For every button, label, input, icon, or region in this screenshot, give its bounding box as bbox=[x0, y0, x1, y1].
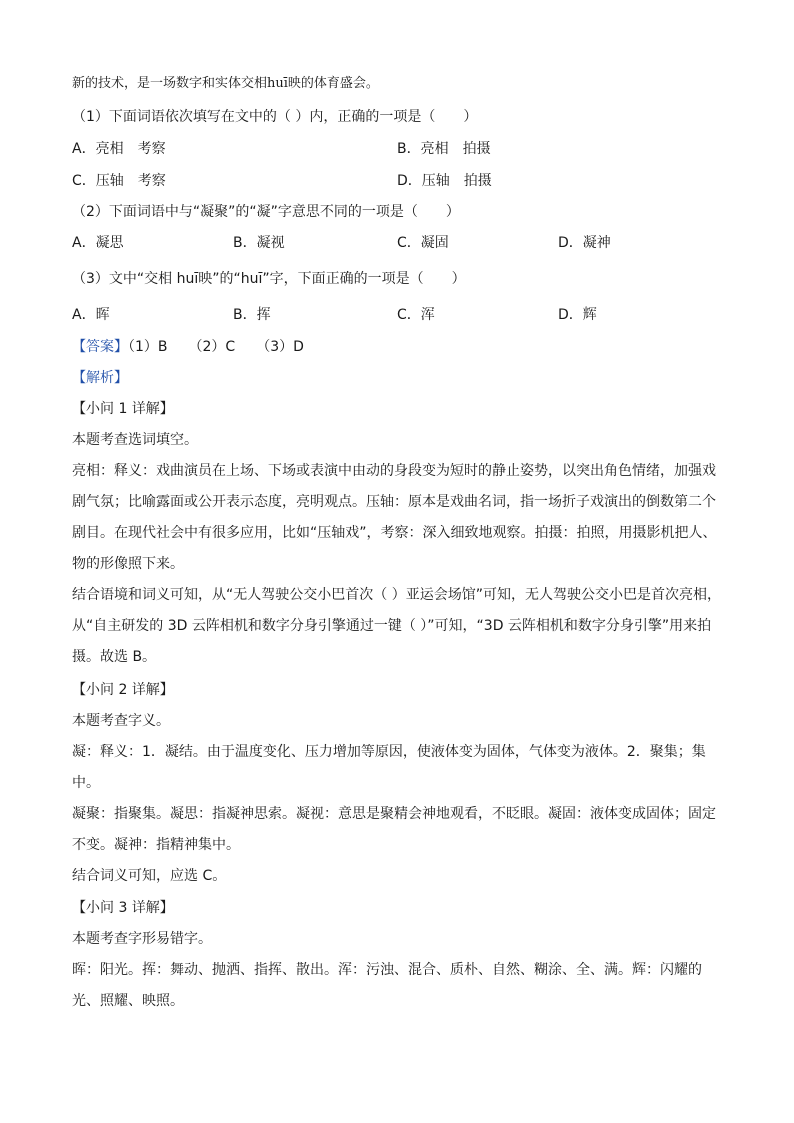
section-1 bbox=[72, 394, 722, 673]
q2-option-b: B．凝视 bbox=[233, 235, 285, 251]
paragraph: 结合语境和词义可知，从“无人驾驶公交小巴首次（ ）亚运会场馆”可知，无人驾驶公交小巴是首次亮相，从“自主研发的 3D 云阵相机和数字分身引擎通过一键（ ）”可知，“3D 云阵相机和数字分身引擎”用来拍摄。故选 B。 bbox=[72, 587, 721, 665]
analysis-label: 【解析】 bbox=[72, 370, 128, 386]
q1-option-b: B．亮相 拍摄 bbox=[397, 141, 491, 157]
paragraph: 凝：释义：1．凝结。由于温度变化、压力增加等原因，使液体变为固体，气体变为液体。2．聚集；集中。 bbox=[72, 744, 706, 791]
q3-option-c: C．浑 bbox=[397, 307, 435, 323]
paragraph: 结合词义可知，应选 C。 bbox=[72, 868, 227, 884]
section-heading: 【小问 2 详解】 bbox=[72, 682, 174, 698]
q3-option-b: B．挥 bbox=[233, 307, 271, 323]
paragraph: 本题考查选词填空。 bbox=[72, 432, 198, 448]
q3-option-a: A．晖 bbox=[72, 307, 110, 323]
answer-line bbox=[72, 337, 304, 357]
section-heading: 【小问 1 详解】 bbox=[72, 401, 174, 417]
q3-option-d: D．辉 bbox=[558, 307, 597, 323]
q1-option-c: C．压轴 考察 bbox=[72, 173, 166, 189]
paragraph: 本题考查字形易错字。 bbox=[72, 931, 212, 947]
answer-label: 【答案】 bbox=[72, 339, 128, 355]
paragraph: 亮相：释义：戏曲演员在上场、下场或表演中由动的身段变为短时的静止姿势，以突出角色情绪，加强戏剧气氛；比喻露面或公开表示态度，亮明观点。压轴：原本是戏曲名词，指一场折子戏演出的倒数第二个剧目。在现代社会中有很多应用，比如“压轴戏”，考察：深入细致地观察。拍摄：拍照，用摄影机把人、物的形像照下来。 bbox=[72, 463, 717, 572]
intro-line: 新的技术，是一场数字和实体交相huī映的体育盛会。 bbox=[72, 76, 379, 91]
q2-option-d: D．凝神 bbox=[558, 235, 611, 251]
paragraph: 本题考查字义。 bbox=[72, 713, 170, 729]
answer-text: （1）B （2）C （3）D bbox=[128, 339, 304, 355]
paragraph: 凝聚：指聚集。凝思：指凝神思索。凝视：意思是聚精会神地观看，不眨眼。凝固：液体变成固体；固定不变。凝神：指精神集中。 bbox=[72, 806, 716, 853]
question-1-stem: （1）下面词语依次填写在文中的（ ）内，正确的一项是（ ） bbox=[72, 109, 478, 125]
section-3 bbox=[72, 893, 722, 1017]
section-heading: 【小问 3 详解】 bbox=[72, 900, 174, 916]
paragraph: 晖：阳光。挥：舞动、抛洒、指挥、散出。浑：污浊、混合、质朴、自然、糊涂、全、满。辉：闪耀的光、照耀、映照。 bbox=[72, 962, 702, 1009]
question-3-stem: （3）文中“交相 huī映”的“huī”字，下面正确的一项是（ ） bbox=[72, 271, 466, 287]
q2-option-c: C．凝固 bbox=[397, 235, 449, 251]
q1-option-d: D．压轴 拍摄 bbox=[397, 173, 492, 189]
question-2-stem: （2）下面词语中与“凝聚”的“凝”字意思不同的一项是（ ） bbox=[72, 204, 460, 220]
section-2 bbox=[72, 675, 722, 892]
q1-option-a: A．亮相 考察 bbox=[72, 141, 166, 157]
q2-option-a: A．凝思 bbox=[72, 235, 124, 251]
